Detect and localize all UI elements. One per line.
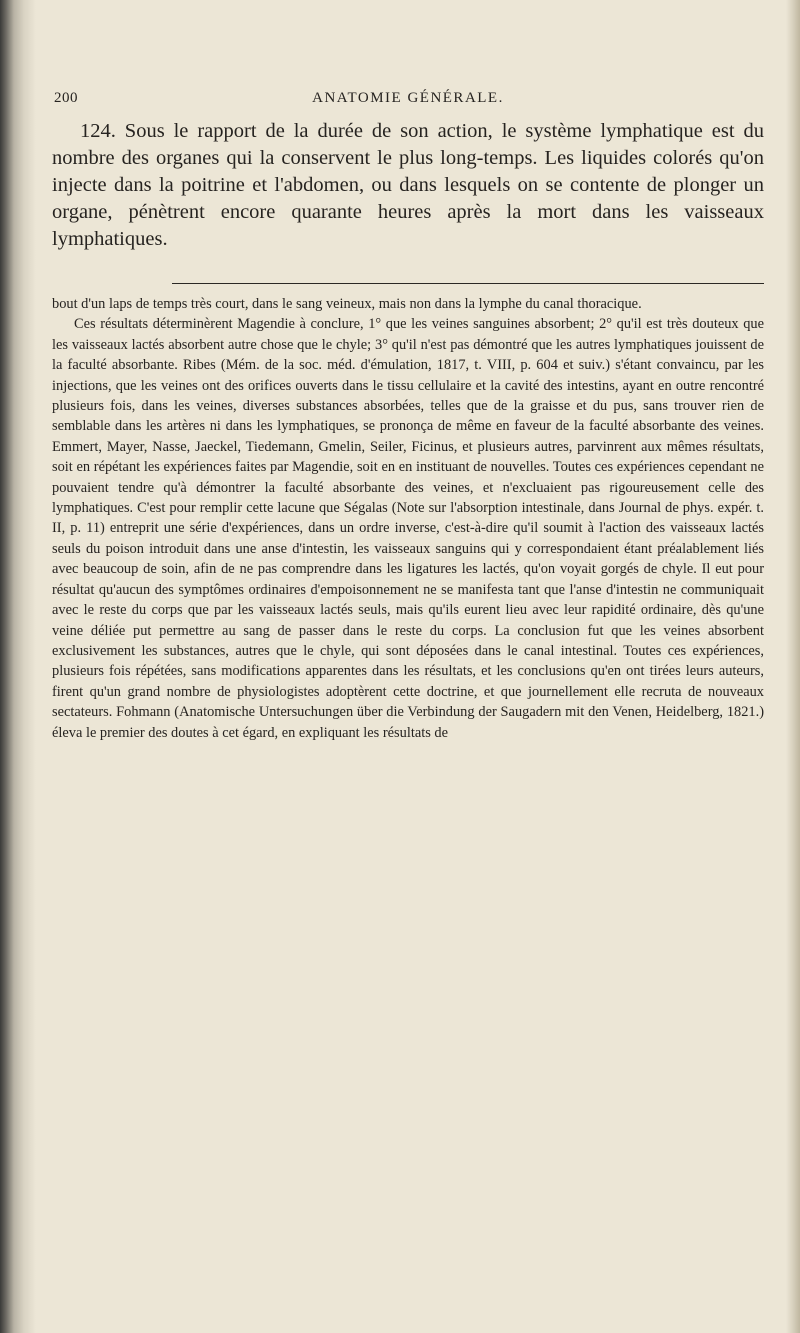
footnote-rule (172, 283, 764, 284)
footnote (52, 294, 764, 743)
page-number: 200 (54, 90, 78, 106)
main-paragraph: 124. Sous le rapport de la durée de son action, le système lymphatique est du nombre des organes qui la conservent le plus long-temps. Les liquides colorés qu'on injecte dans la poitrine et l'abdomen, ou dans lesquels on se contente de plonger un organe, pénètrent encore quarante heures après la mort dans les vaisseaux lymphatiques. (52, 120, 764, 250)
book-spine-shadow (0, 0, 36, 1333)
page-header (52, 60, 764, 106)
page-edge (786, 0, 800, 1333)
running-title: ANATOMIE GÉNÉRALE. (312, 90, 504, 106)
footnote-body: Ces résultats déterminèrent Magendie à conclure, 1° que les veines sanguines absorbent; 2° qu'il est très douteux que les vaisseaux lactés absorbent autre chose que le chyle; 3° qu'il n'est pas démontré que les autres lymphatiques jouissent de la faculté absorbante. Ribes (Mém. de la soc. méd. d'émulation, 1817, t. VIII, p. 604 et suiv.) s'étant convaincu, par les injections, que les veines ont des orifices ouverts dans le tissu cellulaire et la cavité des intestins, ayant en outre rencontré plusieurs fois, dans les veines, diverses substances absorbées, telles que de la graisse et du pus, sans trouver rien de semblable dans les artères ni dans les lymphatiques, se prononça de même en faveur de la faculté absorbante des veines. Emmert, Mayer, Nasse, Jaeckel, Tiedemann, Gmelin, Seiler, Ficinus, et plusieurs autres, parvinrent aux mêmes résultats, soit en répétant les expériences faites par Magendie, soit en en instituant de nouvelles. Toutes ces expériences cependant ne pouvaient tendre qu'à démontrer la faculté absorbante des veines, et n'excluaient pas rigoureusement celle des lymphatiques. C'est pour remplir cette lacune que Ségalas (Note sur l'absorption intestinale, dans Journal de phys. expér. t. II, p. 11) entreprit une série d'expériences, dans un ordre inverse, c'est-à-dire qu'il soumit à l'action des vaisseaux lactés seuls du poison introduit dans une anse d'intestin, les vaisseaux sanguins qui y correspondaient étant préalablement liés avec beaucoup de soin, afin de ne pas comprendre dans les ligatures les lactés, qu'on voyait gorgés de chyle. Il eut pour résultat qu'aucun des symptômes ordinaires d'empoisonnement ne se manifesta tant que l'anse d'intestin ne communiquait avec le reste du corps que par les vaisseaux lactés seuls, mais qu'ils eurent lieu avec leur rapidité ordinaire, dès qu'une veine déliée put permettre au sang de passer dans le reste du corps. La conclusion fut que les veines absorbent exclusivement les substances, autres que le chyle, qui sont déposées dans le canal intestinal. Toutes ces expériences, plusieurs fois répétées, sans modifications apparentes dans les résultats, et les conclusions qu'en ont tirées leurs auteurs, firent qu'un grand nombre de physiologistes adoptèrent cette doctrine, et que journellement elle recruta de nouveaux sectateurs. Fohmann (Anatomische Untersuchungen über die Verbindung der Saugadern mit den Venen, Heidelberg, 1821.) éleva le premier des doutes à cet égard, en expliquant les résultats de (52, 316, 764, 741)
footnote-lead: bout d'un laps de temps très court, dans le sang veineux, mais non dans la lymphe du canal thoracique. (52, 296, 642, 312)
book-page (52, 60, 764, 743)
